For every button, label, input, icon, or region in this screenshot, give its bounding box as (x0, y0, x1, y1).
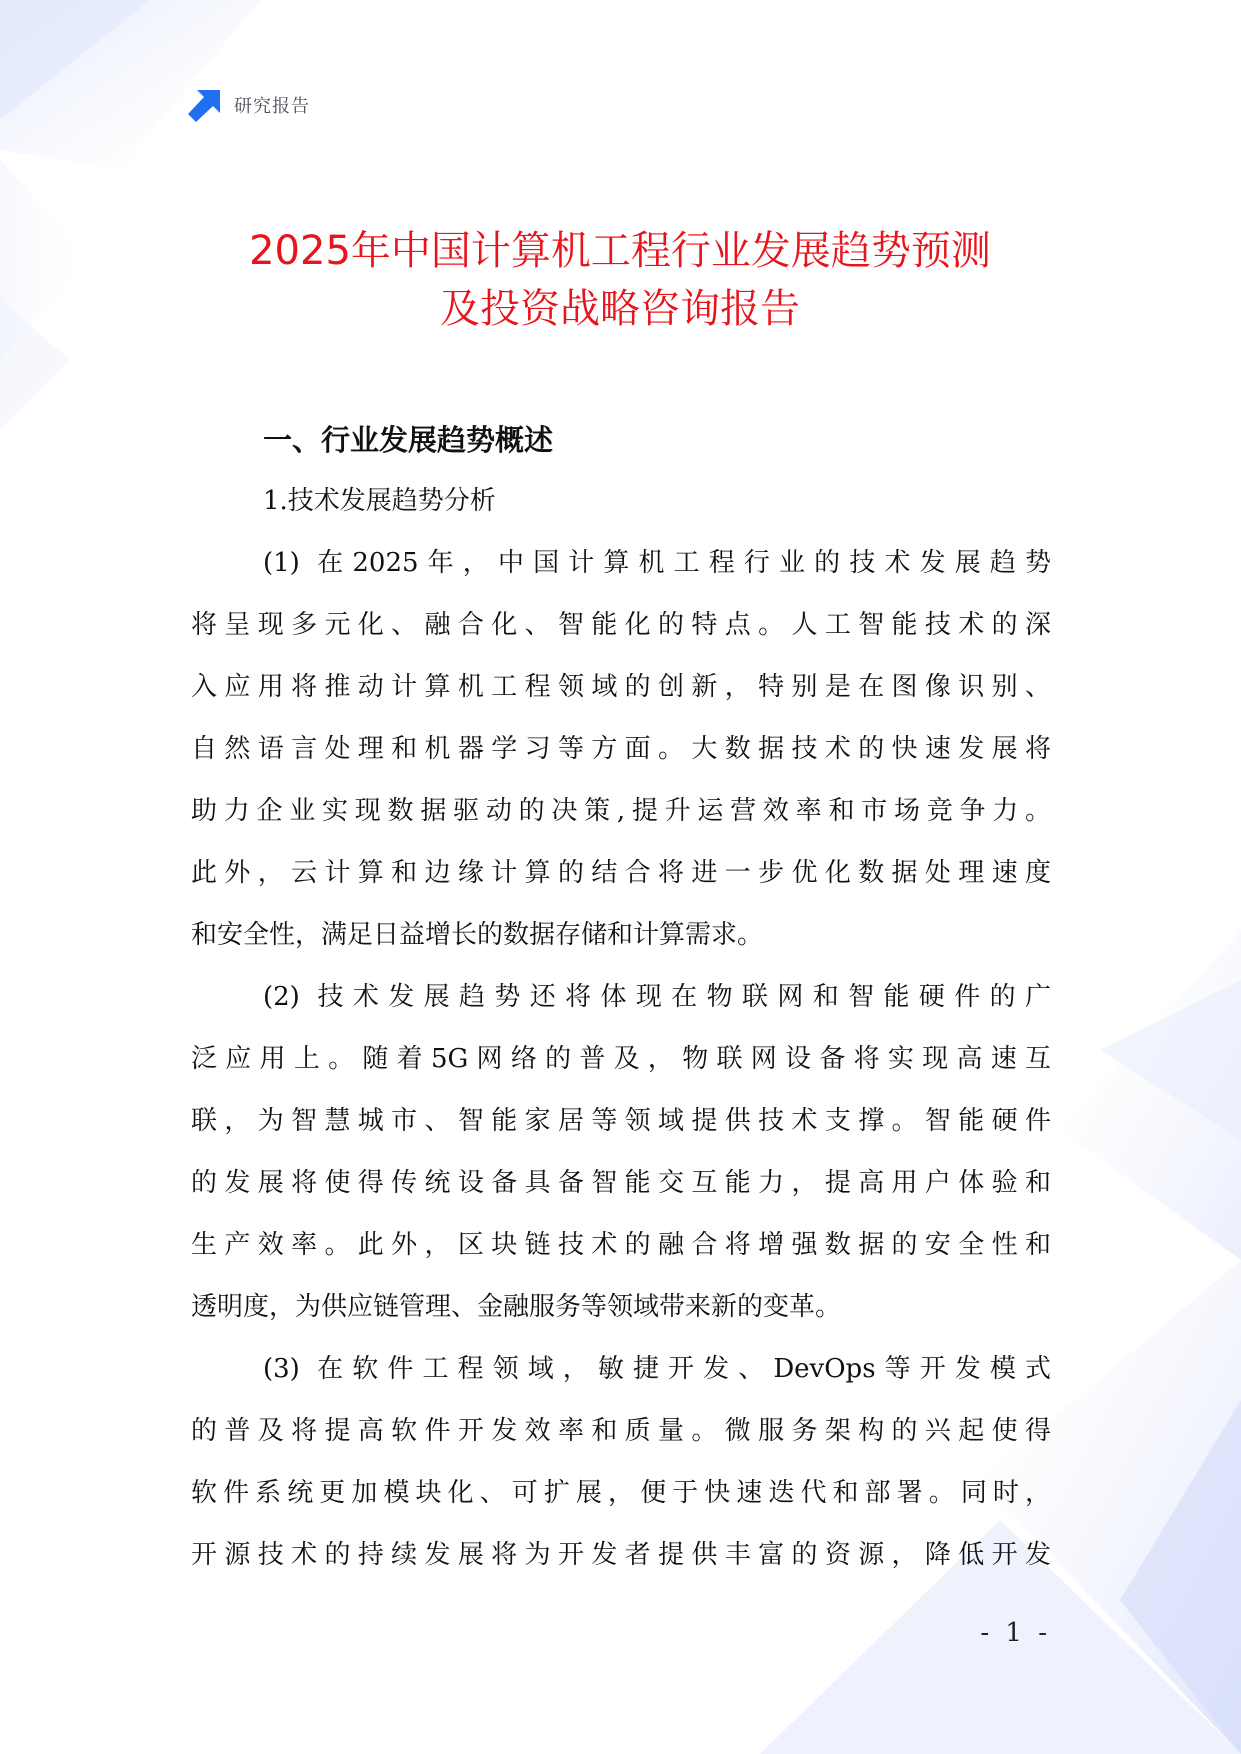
body-paragraph (191, 1338, 1051, 1586)
paragraph-line: (1) 在2025年，中国计算机工程行业的技术发展趋势 (263, 548, 1051, 578)
paragraph-line: 的普及将提高软件开发效率和质量。微服务架构的兴起使得 (191, 1416, 1051, 1446)
paragraph-line: 和安全性，满足日益增长的数据存储和计算需求。 (191, 920, 764, 950)
document-body (191, 412, 1051, 1586)
body-paragraph (191, 966, 1051, 1338)
paragraph-line: 助力企业实现数据驱动的决策,提升运营效率和市场竞争力。 (191, 796, 1051, 826)
paragraph-line: 泛应用上。随着5G网络的普及，物联网设备将实现高速互 (191, 1044, 1051, 1074)
paragraph-line: (2) 技术发展趋势还将体现在物联网和智能硬件的广 (263, 982, 1051, 1012)
paragraph-line: 开源技术的持续发展将为开发者提供丰富的资源，降低开发 (191, 1540, 1051, 1570)
paragraph-line: 此外，云计算和边缘计算的结合将进一步优化数据处理速度 (191, 858, 1051, 888)
paragraph-line: 将呈现多元化、融合化、智能化的特点。人工智能技术的深 (191, 610, 1051, 640)
report-header (188, 88, 310, 122)
title-line-1: 2025年中国计算机工程行业发展趋势预测 (249, 228, 991, 274)
header-label: 研究报告 (234, 96, 310, 117)
paragraph-line: 透明度，为供应链管理、金融服务等领域带来新的变革。 (191, 1292, 842, 1322)
paragraph-line: 的发展将使得传统设备具备智能交互能力，提高用户体验和 (191, 1168, 1051, 1198)
page-number: - 1 - (980, 1618, 1051, 1648)
paragraph-line: 联，为智慧城市、智能家居等领域提供技术支撑。智能硬件 (191, 1106, 1051, 1136)
section-heading: 一、行业发展趋势概述 (263, 423, 554, 457)
arrow-up-right-logo-icon (188, 88, 222, 122)
sub-heading: 1.技术发展趋势分析 (263, 486, 496, 516)
body-paragraph (191, 532, 1051, 966)
paragraph-line: (3) 在软件工程领域，敏捷开发、DevOps等开发模式 (263, 1354, 1051, 1384)
paragraph-line: 入应用将推动计算机工程领域的创新，特别是在图像识别、 (191, 672, 1051, 702)
paragraph-line: 生产效率。此外，区块链技术的融合将增强数据的安全性和 (191, 1230, 1051, 1260)
paragraph-line: 自然语言处理和机器学习等方面。大数据技术的快速发展将 (191, 734, 1051, 764)
document-title (160, 222, 1080, 338)
title-line-2: 及投资战略咨询报告 (440, 286, 800, 332)
paragraph-line: 软件系统更加模块化、可扩展，便于快速迭代和部署。同时， (191, 1478, 1051, 1508)
paragraph-list (191, 532, 1051, 1586)
